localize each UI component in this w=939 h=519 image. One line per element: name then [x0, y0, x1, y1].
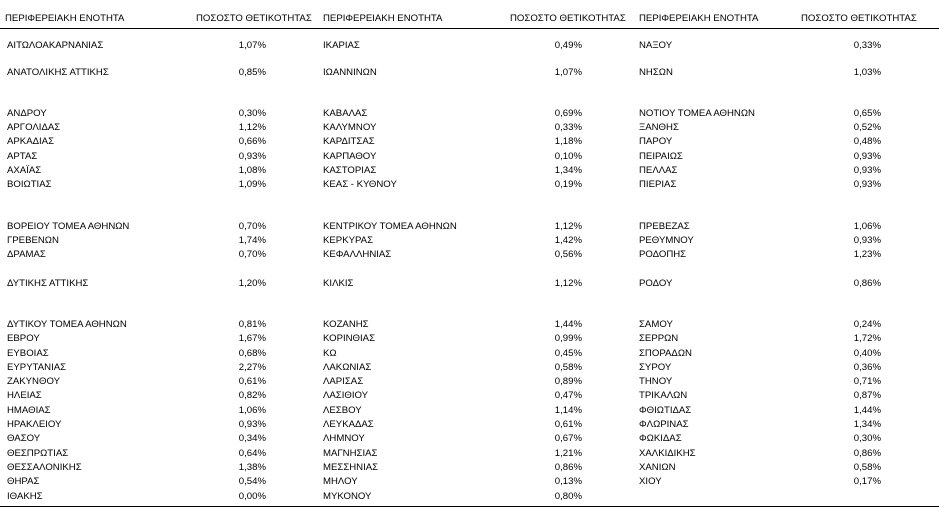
region-name: ΚΑΡΔΙΤΣΑΣ	[323, 136, 375, 147]
positivity-rate: 1,07%	[554, 67, 582, 78]
region-name: ΝΗΣΩΝ	[639, 67, 673, 78]
region-name: ΙΩΑΝΝΙΝΩΝ	[323, 67, 377, 78]
region-name: ΘΕΣΣΑΛΟΝΙΚΗΣ	[7, 462, 82, 473]
region-name: ΘΗΡΑΣ	[7, 476, 40, 487]
positivity-rate: 0,24%	[853, 319, 881, 330]
positivity-rate: 0,68%	[238, 348, 266, 359]
region-name: ΑΡΤΑΣ	[7, 151, 38, 162]
positivity-rate: 0,45%	[554, 348, 582, 359]
region-name: ΛΕΥΚΑΔΑΣ	[323, 419, 374, 430]
region-name: ΛΕΣΒΟΥ	[323, 405, 362, 416]
positivity-rate: 0,86%	[554, 462, 582, 473]
region-name: ΝΑΞΟΥ	[639, 40, 673, 51]
header-rate-col1: ΠΟΣΟΣΤΟ ΘΕΤΙΚΟΤΗΤΑΣ	[196, 13, 312, 24]
positivity-rate: 0,48%	[853, 136, 881, 147]
positivity-rate: 1,03%	[853, 67, 881, 78]
positivity-rate: 0,80%	[554, 491, 582, 502]
region-name: ΠΙΕΡΙΑΣ	[639, 179, 677, 190]
region-name: ΝΟΤΙΟΥ ΤΟΜΕΑ ΑΘΗΝΩΝ	[639, 108, 755, 119]
positivity-rate: 0,56%	[554, 249, 582, 260]
region-name: ΚΑΒΑΛΑΣ	[323, 108, 368, 119]
positivity-rate: 0,89%	[554, 376, 582, 387]
region-name: ΠΕΛΛΑΣ	[639, 165, 678, 176]
positivity-rate: 1,20%	[238, 278, 266, 289]
region-name: ΣΕΡΡΩΝ	[639, 333, 679, 344]
positivity-rate: 0,61%	[238, 376, 266, 387]
region-name: ΜΑΓΝΗΣΙΑΣ	[323, 448, 378, 459]
region-name: ΜΕΣΣΗΝΙΑΣ	[323, 462, 379, 473]
region-name: ΑΝΑΤΟΛΙΚΗΣ ΑΤΤΙΚΗΣ	[7, 67, 109, 78]
positivity-rate: 0,17%	[853, 476, 881, 487]
positivity-rate: 1,12%	[554, 278, 582, 289]
region-name: ΘΑΣΟΥ	[7, 433, 41, 444]
region-name: ΚΕΝΤΡΙΚΟΥ ΤΟΜΕΑ ΑΘΗΝΩΝ	[323, 221, 457, 232]
region-name: ΡΟΔΟΥ	[639, 278, 673, 289]
positivity-rate: 2,27%	[238, 362, 266, 373]
region-name: ΑΡΓΟΛΙΔΑΣ	[7, 122, 61, 133]
region-name: ΑΝΔΡΟΥ	[7, 108, 47, 119]
region-name: ΘΕΣΠΡΩΤΙΑΣ	[7, 448, 69, 459]
region-name: ΑΙΤΩΛΟΑΚΑΡΝΑΝΙΑΣ	[7, 40, 104, 51]
positivity-rate: 0,70%	[238, 221, 266, 232]
positivity-rate: 0,58%	[554, 362, 582, 373]
positivity-rate: 1,34%	[554, 165, 582, 176]
positivity-rate: 0,19%	[554, 179, 582, 190]
positivity-rate: 0,66%	[238, 136, 266, 147]
region-name: ΣΥΡΟΥ	[639, 362, 672, 373]
positivity-rate: 0,13%	[554, 476, 582, 487]
region-name: ΗΛΕΙΑΣ	[7, 390, 42, 401]
positivity-rate: 1,44%	[554, 319, 582, 330]
region-name: ΛΗΜΝΟΥ	[323, 433, 365, 444]
region-name: ΧΑΛΚΙΔΙΚΗΣ	[639, 448, 696, 459]
region-name: ΦΩΚΙΔΑΣ	[639, 433, 682, 444]
positivity-rate: 0,93%	[853, 165, 881, 176]
region-name: ΗΡΑΚΛΕΙΟΥ	[7, 419, 62, 430]
positivity-rate: 0,30%	[238, 108, 266, 119]
positivity-rate: 0,10%	[554, 151, 582, 162]
positivity-rate: 1,08%	[238, 165, 266, 176]
positivity-rate: 0,40%	[853, 348, 881, 359]
region-name: ΛΑΣΙΘΙΟΥ	[323, 390, 369, 401]
positivity-rate: 0,00%	[238, 491, 266, 502]
region-name: ΚΕΑΣ - ΚΥΘΝΟΥ	[323, 179, 397, 190]
positivity-rate: 1,06%	[238, 405, 266, 416]
positivity-rate: 1,44%	[853, 405, 881, 416]
region-name: ΚΩ	[323, 348, 337, 359]
region-name: ΚΑΣΤΟΡΙΑΣ	[323, 165, 377, 176]
header-underline	[0, 28, 939, 29]
positivity-rate: 0,86%	[853, 448, 881, 459]
region-name: ΕΒΡΟΥ	[7, 333, 40, 344]
region-name: ΔΥΤΙΚΟΥ ΤΟΜΕΑ ΑΘΗΝΩΝ	[7, 319, 127, 330]
positivity-rate: 1,67%	[238, 333, 266, 344]
positivity-rate: 1,12%	[554, 221, 582, 232]
positivity-rate: 0,47%	[554, 390, 582, 401]
positivity-rate: 0,93%	[853, 235, 881, 246]
region-name: ΞΑΝΘΗΣ	[639, 122, 679, 133]
positivity-rate: 0,49%	[554, 40, 582, 51]
positivity-rate: 1,23%	[853, 249, 881, 260]
region-name: ΙΚΑΡΙΑΣ	[323, 40, 360, 51]
region-name: ΕΥΡΥΤΑΝΙΑΣ	[7, 362, 67, 373]
positivity-rate: 0,81%	[238, 319, 266, 330]
region-name: ΚΑΛΥΜΝΟΥ	[323, 122, 377, 133]
region-name: ΚΑΡΠΑΘΟΥ	[323, 151, 377, 162]
region-name: ΗΜΑΘΙΑΣ	[7, 405, 51, 416]
positivity-rate: 0,69%	[554, 108, 582, 119]
region-name: ΒΟΙΩΤΙΑΣ	[7, 179, 52, 190]
positivity-rate: 0,33%	[554, 122, 582, 133]
region-name: ΤΡΙΚΑΛΩΝ	[639, 390, 688, 401]
region-name: ΧΙΟΥ	[639, 476, 662, 487]
region-name: ΠΕΙΡΑΙΩΣ	[639, 151, 683, 162]
positivity-rate: 0,93%	[853, 179, 881, 190]
region-name: ΖΑΚΥΝΘΟΥ	[7, 376, 60, 387]
positivity-rate: 1,38%	[238, 462, 266, 473]
region-name: ΧΑΝΙΩΝ	[639, 462, 676, 473]
positivity-rate: 0,30%	[853, 433, 881, 444]
region-name: ΓΡΕΒΕΝΩΝ	[7, 235, 59, 246]
positivity-rate: 0,85%	[238, 67, 266, 78]
region-name: ΦΛΩΡΙΝΑΣ	[639, 419, 689, 430]
region-name: ΕΥΒΟΙΑΣ	[7, 348, 49, 359]
region-name: ΜΥΚΟΝΟΥ	[323, 491, 372, 502]
region-name: ΚΟΖΑΝΗΣ	[323, 319, 369, 330]
header-region-col1: ΠΕΡΙΦΕΡΕΙΑΚΗ ΕΝΟΤΗΤΑ	[5, 13, 125, 24]
positivity-rate: 0,87%	[853, 390, 881, 401]
region-name: ΒΟΡΕΙΟΥ ΤΟΜΕΑ ΑΘΗΝΩΝ	[7, 221, 130, 232]
positivity-rate: 0,65%	[853, 108, 881, 119]
region-name: ΙΘΑΚΗΣ	[7, 491, 43, 502]
positivity-rate: 1,34%	[853, 419, 881, 430]
positivity-rate: 0,64%	[238, 448, 266, 459]
positivity-rate: 1,42%	[554, 235, 582, 246]
region-name: ΡΕΘΥΜΝΟΥ	[639, 235, 694, 246]
positivity-rate: 0,93%	[238, 151, 266, 162]
region-name: ΛΑΚΩΝΙΑΣ	[323, 362, 372, 373]
region-name: ΜΗΛΟΥ	[323, 476, 358, 487]
positivity-rate: 0,54%	[238, 476, 266, 487]
region-name: ΔΡΑΜΑΣ	[7, 249, 46, 260]
region-name: ΑΡΚΑΔΙΑΣ	[7, 136, 54, 147]
positivity-rate: 0,99%	[554, 333, 582, 344]
region-name: ΚΟΡΙΝΘΙΑΣ	[323, 333, 376, 344]
bottom-border	[0, 506, 939, 507]
positivity-rate: 1,09%	[238, 179, 266, 190]
region-name: ΣΠΟΡΑΔΩΝ	[639, 348, 692, 359]
positivity-rate: 0,33%	[853, 40, 881, 51]
positivity-rate: 0,61%	[554, 419, 582, 430]
region-name: ΠΑΡΟΥ	[639, 136, 673, 147]
header-rate-col3: ΠΟΣΟΣΤΟ ΘΕΤΙΚΟΤΗΤΑΣ	[801, 13, 917, 24]
positivity-rate: 0,36%	[853, 362, 881, 373]
region-name: ΤΗΝΟΥ	[639, 376, 673, 387]
positivity-rate: 0,34%	[238, 433, 266, 444]
region-name: ΛΑΡΙΣΑΣ	[323, 376, 364, 387]
positivity-rate: 0,93%	[853, 151, 881, 162]
header-region-col3: ΠΕΡΙΦΕΡΕΙΑΚΗ ΕΝΟΤΗΤΑ	[639, 13, 759, 24]
region-name: ΚΕΦΑΛΛΗΝΙΑΣ	[323, 249, 392, 260]
region-name: ΚΕΡΚΥΡΑΣ	[323, 235, 374, 246]
positivity-rate: 1,14%	[554, 405, 582, 416]
positivity-rate: 0,58%	[853, 462, 881, 473]
region-name: ΔΥΤΙΚΗΣ ΑΤΤΙΚΗΣ	[7, 278, 89, 289]
header-rate-col2: ΠΟΣΟΣΤΟ ΘΕΤΙΚΟΤΗΤΑΣ	[510, 13, 626, 24]
positivity-rate: 0,93%	[238, 419, 266, 430]
region-name: ΣΑΜΟΥ	[639, 319, 673, 330]
positivity-rate: 1,74%	[238, 235, 266, 246]
positivity-rate: 0,82%	[238, 390, 266, 401]
region-name: ΡΟΔΟΠΗΣ	[639, 249, 687, 260]
positivity-rate: 1,72%	[853, 333, 881, 344]
positivity-rate: 0,70%	[238, 249, 266, 260]
positivity-rate: 0,71%	[853, 376, 881, 387]
positivity-rate: 0,67%	[554, 433, 582, 444]
region-name: ΚΙΛΚΙΣ	[323, 278, 354, 289]
positivity-rate: 0,86%	[853, 278, 881, 289]
positivity-rate: 0,52%	[853, 122, 881, 133]
positivity-rate: 1,18%	[554, 136, 582, 147]
region-name: ΦΘΙΩΤΙΔΑΣ	[639, 405, 692, 416]
header-region-col2: ΠΕΡΙΦΕΡΕΙΑΚΗ ΕΝΟΤΗΤΑ	[323, 13, 443, 24]
positivity-rate: 1,07%	[238, 40, 266, 51]
region-name: ΠΡΕΒΕΖΑΣ	[639, 221, 690, 232]
region-name: ΑΧΑΪΑΣ	[7, 165, 42, 176]
positivity-rate: 1,21%	[554, 448, 582, 459]
positivity-rate: 1,12%	[238, 122, 266, 133]
positivity-rate: 1,06%	[853, 221, 881, 232]
